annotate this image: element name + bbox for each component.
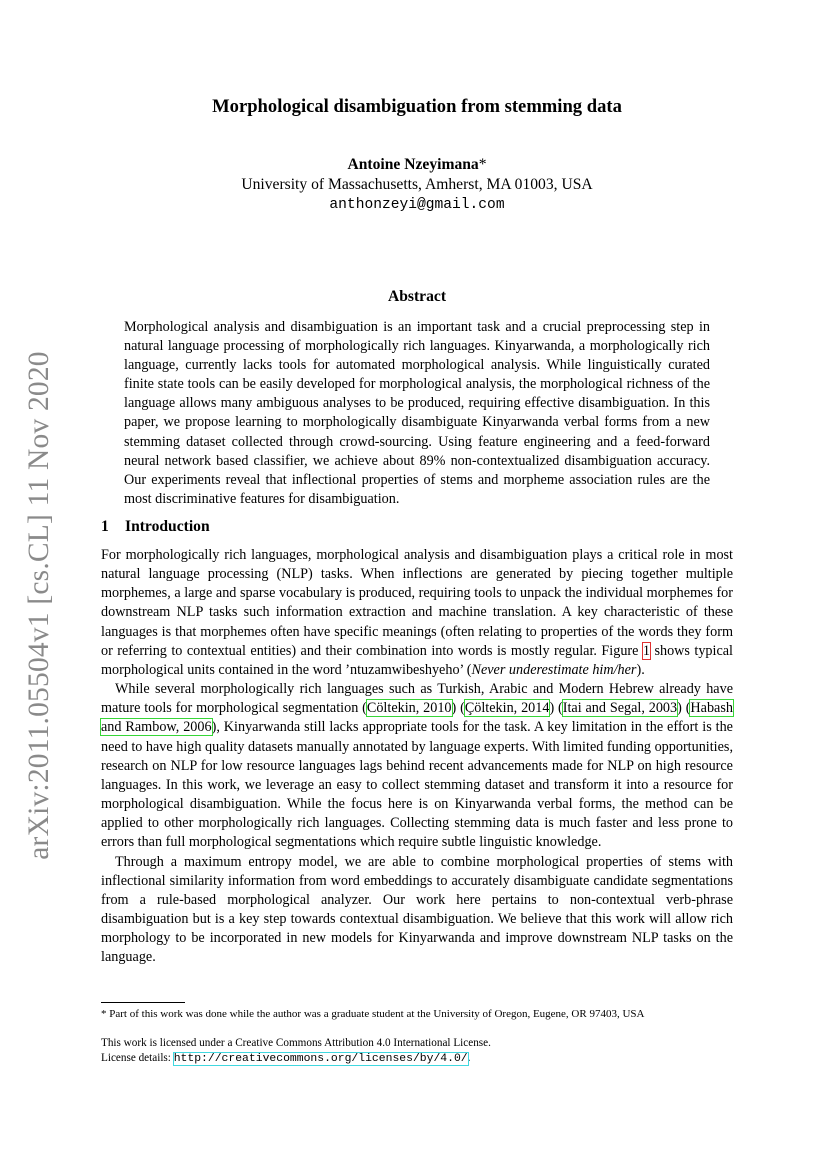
- section-title: Introduction: [125, 518, 210, 535]
- italic-gloss: Never underestimate him/her: [471, 661, 637, 678]
- license-details: License details: http://creativecommons.org/licenses/by/4.0/.: [101, 1051, 471, 1065]
- license-line: This work is licensed under a Creative Commons Attribution 4.0 International License.: [101, 1037, 491, 1049]
- paragraph: While several morphologically rich languages such as Turkish, Arabic and Modern Hebrew already have mature tools for morphological segmentation (Cöltekin, 2010) (Çöltekin, 2014) (Itai and Segal, 2003) (Habash and Rambow, 2006), Kinyarwanda still lacks appropriate tools for the task. A key limitation in the effort is the need to have high quality datasets manually annotated by language experts. With limited funding opportunities, research on NLP for low resource languages lags behind recent advancements made for NLP on high resource languages. In this work, we leverage an easy to collect stemming dataset and transform it into a resource for morphological disambiguation. While the focus here is on Kinyarwanda verbal forms, the method can be applied to other morphologically rich languages. Collecting stemming data is much faster and less prone to errors than full morphological segmentations which require subtle linguistic knowledge.: [101, 681, 733, 851]
- license-url-link[interactable]: http://creativecommons.org/licenses/by/4.0/: [173, 1052, 468, 1065]
- author-email: anthonzeyi@gmail.com: [329, 197, 505, 213]
- section-heading: [101, 518, 210, 536]
- arxiv-identifier: arXiv:2011.05504v1 [cs.CL] 11 Nov 2020: [22, 350, 55, 860]
- introduction-body: [101, 546, 733, 967]
- abstract-heading: Abstract: [387, 288, 447, 305]
- footnote-text: Part of this work was done while the author was a graduate student at the University of Oregon, Eugene, OR 97403, USA: [106, 1008, 645, 1020]
- figure-reference-link[interactable]: 1: [642, 642, 650, 659]
- citation-link[interactable]: Çöltekin, 2014: [464, 700, 550, 717]
- author-line: [101, 155, 733, 175]
- footnote-divider: [101, 1002, 185, 1003]
- author-footnote-mark[interactable]: *: [478, 156, 487, 173]
- author-name: Antoine Nzeyimana: [347, 156, 479, 173]
- citation-link[interactable]: Cöltekin, 2010: [366, 700, 452, 717]
- paragraph: Through a maximum entropy model, we are able to combine morphological properties of stems with inflectional similarity information from word embeddings to accurately disambiguate candidate segmentations from a rule-based morphological analyzer. Our work here pertains to non-contextual verb-phrase disambiguation but is a key step towards contextual disambiguation. We believe that this work will allow rich morphology to be incorporated in new models for Kinyarwanda and improve downstream NLP tasks on the language.: [101, 853, 733, 966]
- arxiv-sidebar-stamp: [22, 350, 56, 860]
- paragraph: For morphologically rich languages, morphological analysis and disambiguation plays a critical role in most natural language processing (NLP) tasks. When inflections are generated by piecing together multiple morphemes, a large and sparse vocabulary is produced, requiring tools to unpack the individual morphemes for downstream NLP tasks such information extraction and machine translation. A key characteristic of these languages is that morphemes often have specific meanings (often relating to properties of the words they form or referring to contextual entities) and their combination into words is mostly regular. Figure 1 shows typical morphological units contained in the word ’ntuzamwibeshyeho’ (Never underestimate him/her).: [101, 547, 733, 678]
- license-notice: [101, 1036, 733, 1066]
- footnote: [101, 1007, 733, 1021]
- citation-link[interactable]: Itai and Segal, 2003: [562, 700, 678, 717]
- paper-title: Morphological disambiguation from stemming data: [212, 96, 622, 117]
- abstract-text: Morphological analysis and disambiguation is an important task and a crucial preprocessing step in natural language processing of morphologically rich languages. Kinyarwanda, a morphologically rich language, currently lacks tools for automated morphological analysis. While linguistically curated finite state tools can be easily developed for morphological analysis, the morphological richness of the language allows many ambiguous analyses to be produced, requiring effective disambiguation. In this paper, we propose learning to morphologically disambiguate Kinyarwanda verbal forms from a new stemming dataset collected through crowd-sourcing. Using feature engineering and a feed-forward neural network based classifier, we achieve about 89% non-contextualized disambiguation accuracy. Our experiments reveal that inflectional properties of stems and morpheme association rules are the most discriminative features for disambiguation.: [124, 319, 710, 507]
- author-block: [101, 155, 733, 215]
- footnote-mark: *: [101, 1008, 107, 1020]
- citation-link[interactable]: Habash and Rambow, 2006: [101, 700, 733, 736]
- section-number: 1: [101, 518, 109, 535]
- author-affiliation: University of Massachusetts, Amherst, MA 01003, USA: [241, 176, 593, 193]
